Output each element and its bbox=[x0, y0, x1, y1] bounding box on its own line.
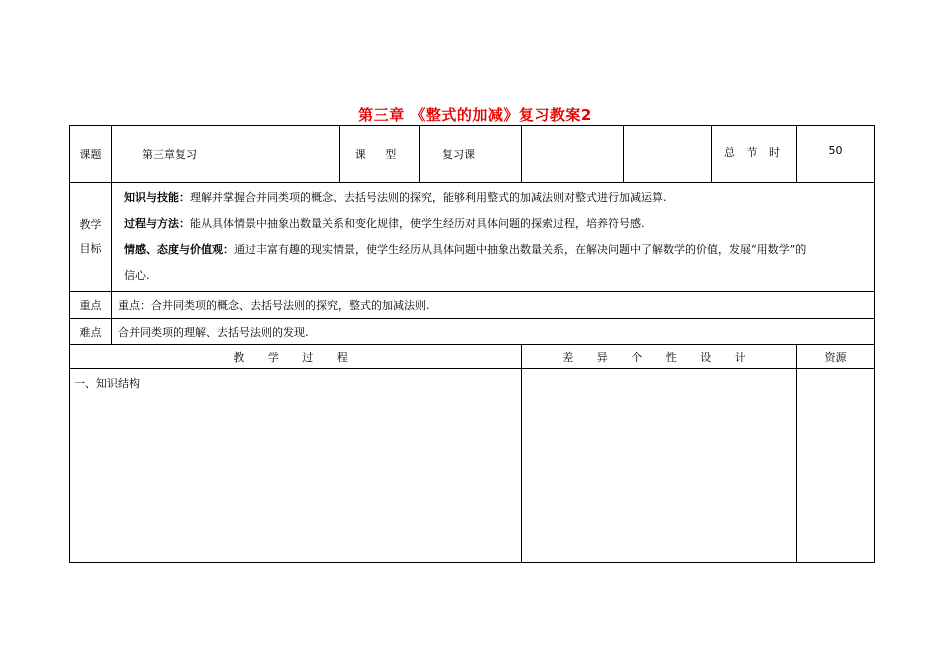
goals-row bbox=[70, 183, 875, 292]
process-body-row bbox=[70, 369, 875, 563]
goal-emotion-cont: 信心. bbox=[124, 269, 150, 282]
goal-process bbox=[124, 211, 870, 237]
goals-label bbox=[70, 183, 112, 292]
col-process-header: 教 学 过 程 bbox=[70, 345, 522, 369]
col-resources-header: 资源 bbox=[797, 345, 875, 369]
type-label: 课 型 bbox=[340, 126, 420, 183]
goal-process-text: 能从具体情景中抽象出数量关系和变化规律，使学生经历对具体问题的探索过程，培养符号感. bbox=[190, 217, 645, 230]
design-cell bbox=[522, 369, 797, 563]
hours-label: 总 节 时 bbox=[712, 126, 797, 183]
blank-cell-1 bbox=[522, 126, 624, 183]
goal-emotion-label: 情感、态度与价值观： bbox=[124, 243, 234, 256]
difficulties-row bbox=[70, 319, 875, 345]
difficulties-label: 难点 bbox=[70, 319, 112, 345]
difficulties-text: 合并同类项的理解、去括号法则的发现. bbox=[112, 319, 875, 345]
process-header-row bbox=[70, 345, 875, 369]
goal-emotion-text: 通过丰富有趣的现实情景，使学生经历从具体问题中抽象出数量关系，在解决问题中了解数学的价值，发展“用数学”的 bbox=[234, 243, 807, 256]
goal-knowledge bbox=[124, 185, 870, 211]
type-value: 复习课 bbox=[420, 126, 522, 183]
blank-cell-2 bbox=[624, 126, 712, 183]
section-knowledge-structure: 一、知识结构 bbox=[74, 377, 140, 390]
header-row bbox=[70, 126, 875, 183]
lesson-plan-table bbox=[69, 125, 875, 563]
goal-knowledge-text: 理解并掌握合并同类项的概念、去括号法则的探究，能够利用整式的加减法则对整式进行加减运算. bbox=[190, 191, 667, 204]
goal-process-label: 过程与方法： bbox=[124, 217, 190, 230]
topic-value: 第三章复习 bbox=[112, 126, 340, 183]
hours-value: 50 bbox=[797, 126, 875, 183]
key-points-label: 重点 bbox=[70, 292, 112, 319]
key-points-text: 重点：合并同类项的概念、去括号法则的探究，整式的加减法则. bbox=[112, 292, 875, 319]
goal-knowledge-label: 知识与技能： bbox=[124, 191, 190, 204]
key-points-row bbox=[70, 292, 875, 319]
goals-label-line1: 教学 bbox=[79, 218, 102, 231]
goals-content bbox=[112, 183, 875, 292]
document-title: 第三章 《整式的加减》复习教案2 bbox=[358, 106, 592, 124]
process-cell bbox=[70, 369, 522, 563]
topic-label: 课题 bbox=[70, 126, 112, 183]
col-design-header: 差 异 个 性 设 计 bbox=[522, 345, 797, 369]
goal-emotion bbox=[124, 237, 870, 263]
goals-label-line2: 目标 bbox=[79, 242, 102, 255]
resources-cell bbox=[797, 369, 875, 563]
